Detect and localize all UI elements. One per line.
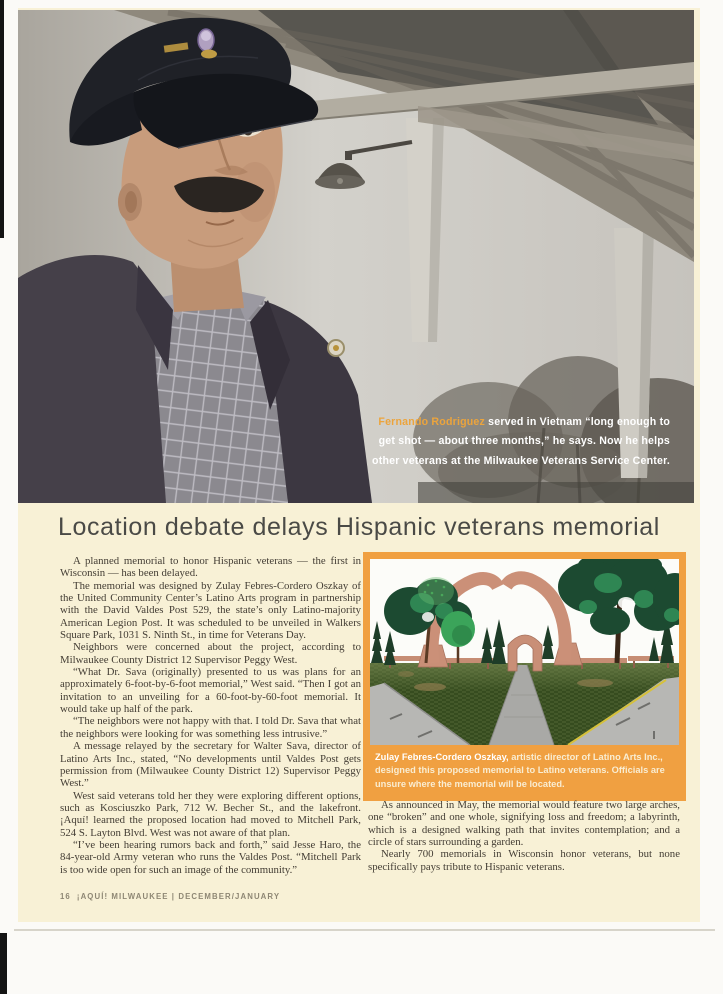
figure-caption-text: artistic director of Latino Arts Inc., designed this proposed memorial to Latino veterans. Officials are unsure where the memorial will be located. bbox=[375, 752, 665, 789]
article-paragraph: “What Dr. Sava (originally) presented to us was plans for an approximately 6-foot-by-6-foot memorial,” West said. “Then I got an invitation to an unveiling for a 60-foot-by-60-foot memorial. It would take up half of the park. bbox=[60, 666, 361, 716]
figure-caption-name: Zulay Febres-Cordero Oszkay, bbox=[375, 752, 509, 762]
scan-artifact-left-top bbox=[0, 0, 4, 238]
article-headline: Location debate delays Hispanic veterans memorial bbox=[58, 513, 660, 541]
article-paragraph: “I’ve been hearing rumors back and forth,” said Jesse Haro, the 84-year-old Army veteran who runs the Valdes Post. “Mitchell Park is too wide open for such an image of the community.” bbox=[60, 838, 361, 876]
article-paragraph: Nearly 700 memorials in Wisconsin honor veterans, but none specifically pays tribute to Hispanic veterans. bbox=[368, 848, 680, 873]
page-footer bbox=[60, 892, 280, 901]
photo-caption-text: served in Vietnam “long enough to get shot — about three months,” he says. Now he helps other veterans at the Milwaukee Veterans Service Center. bbox=[372, 416, 670, 467]
hero-photo bbox=[18, 10, 694, 503]
article-left-column bbox=[60, 555, 361, 876]
article-right-column bbox=[368, 799, 680, 873]
article-paragraph: The memorial was designed by Zulay Febres-Cordero Oszkay of the United Community Center’s Latino Arts program in partnership with the David Valdes Post 529, the state’s only Latino-majority American Legion Post. It was scheduled to be unveiled in Walkers Square Park, 1031 S. Ninth St., in time for Veterans Day. bbox=[60, 579, 361, 642]
article-paragraph: West said veterans told her they were exploring different options, such as Kosciuszko Park, 712 W. Becher St., and the lakefront. ¡Aquí! learned the proposed location had moved to Mitchell Park, 524 S. Layton Blvd. West was not aware of that plan. bbox=[60, 789, 361, 839]
magazine-sheet bbox=[18, 8, 700, 922]
scan-artifact-left-bottom bbox=[0, 933, 7, 994]
footer-magazine-title: ¡AQUÍ! MILWAUKEE | DECEMBER/JANUARY bbox=[76, 892, 281, 901]
figure-caption bbox=[370, 745, 679, 793]
photo-caption-name: Fernando Rodriguez bbox=[378, 416, 486, 428]
memorial-figure bbox=[363, 552, 686, 801]
photo-caption bbox=[370, 413, 670, 471]
page-edge-shadow bbox=[14, 929, 715, 931]
article-paragraph: A message relayed by the secretary for Walter Sava, director of Latino Arts Inc., stated, “No developments until Valdes Post gets permission from (Milwaukee County District 12) Supervisor Peggy West.” bbox=[60, 740, 361, 790]
article-paragraph: A planned memorial to honor Hispanic veterans — the first in Wisconsin — has been delayed. bbox=[60, 555, 361, 580]
footer-page-number: 16 bbox=[60, 892, 71, 901]
memorial-rendering bbox=[370, 559, 679, 745]
article-paragraph: As announced in May, the memorial would feature two large arches, one “broken” and one whole, signifying loss and freedom; a labyrinth, which is a designed walking path that invites contemplation; and a circle of stars surrounding a garden. bbox=[368, 799, 680, 849]
article-paragraph: Neighbors were concerned about the project, according to Milwaukee County District 12 Supervisor Peggy West. bbox=[60, 641, 361, 666]
article-paragraph: “The neighbors were not happy with that. I told Dr. Sava that what the neighbors were looking for was something less intrusive.” bbox=[60, 715, 361, 740]
